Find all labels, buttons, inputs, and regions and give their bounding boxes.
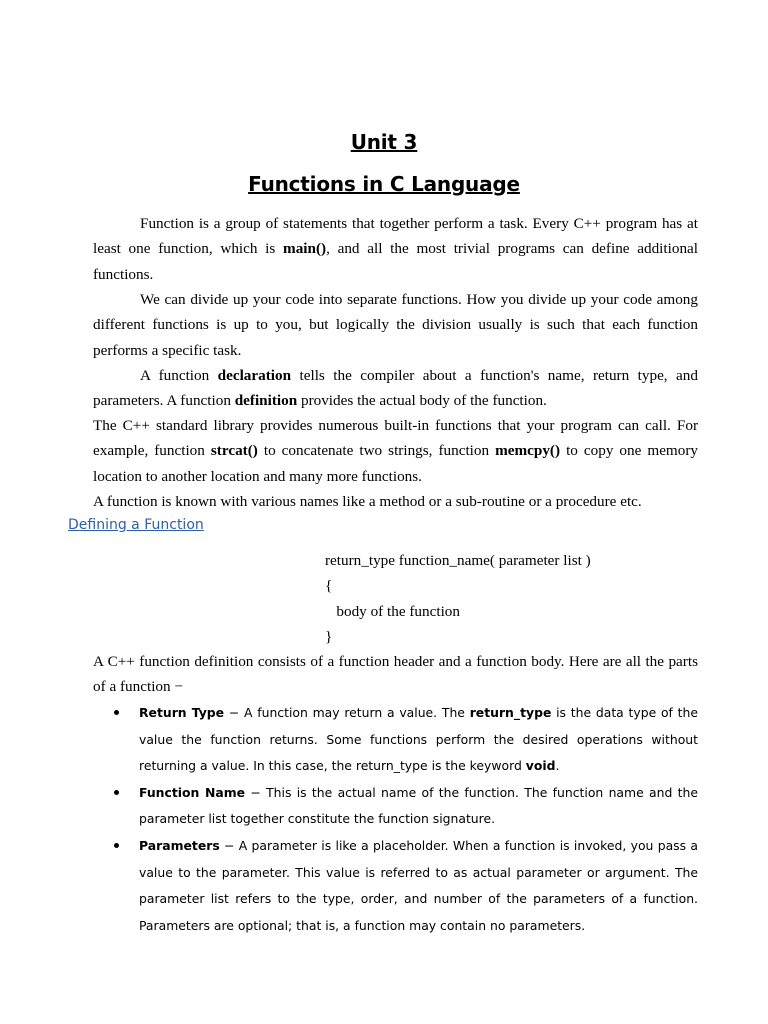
p4-text-a: The C++ standard library provides numerous built-in functions that your program can call. For example, function: [93, 417, 698, 460]
p3-text-e: provides the actual body of the function.: [297, 392, 547, 410]
syntax-line: {: [325, 577, 333, 595]
p1-text-a: Function is a group of statements that together perform a task. Every C++ program has at least one function, which is: [93, 215, 698, 258]
item-text: is the data type of the value the function returns. Some functions perform the desired operations without returning a value. In this case, the return_type is the keyword: [139, 705, 698, 774]
p1-term-main: main(): [283, 240, 327, 258]
p4-term-strcat: strcat(): [210, 442, 258, 460]
list-item-function-name: [112, 780, 698, 833]
intro-paragraph-2: We can divide up your code into separate functions. How you divide up your code among different functions is up to you, but logically the division usually is such that each function performs a specific task.: [93, 291, 698, 359]
intro-paragraph-4: [93, 413, 698, 489]
item-text: − A parameter is like a placeholder. When a function is invoked, you pass a value to the parameter. This value is referred to as actual parameter or argument. The parameter list refers to the type, order, and number of the parameters of a function. Parameters are optional; that is, a function may contain no parameters.: [139, 837, 698, 933]
item-text: .: [555, 758, 560, 774]
bullet-icon: [114, 790, 119, 795]
intro-paragraph-1: [93, 211, 698, 287]
p3-text-a: A function: [140, 367, 218, 384]
list-item-parameters: [112, 833, 698, 939]
syntax-line: body of the function: [325, 602, 460, 620]
p4-text-e: to copy one memory location to another location and many more functions.: [93, 442, 698, 485]
p4-text-c: to concatenate two strings, function: [257, 442, 496, 460]
term-return-type: Return Type: [139, 705, 225, 720]
p3-term-declaration: declaration: [217, 367, 292, 384]
list-item-return-type: [112, 700, 698, 780]
term-function-name: Function Name: [139, 784, 246, 800]
term-void: void: [525, 758, 556, 774]
p4-term-memcpy: memcpy(): [495, 442, 561, 460]
page-title: Functions in C Language: [248, 172, 520, 196]
intro-paragraph-3: [93, 363, 698, 414]
section-heading-defining-function[interactable]: Defining a Function: [68, 517, 204, 533]
p1-text-c: , and all the most trivial programs can define additional functions.: [93, 240, 698, 283]
term-parameters: Parameters: [139, 837, 220, 853]
function-parts-list: [112, 700, 698, 939]
unit-title: Unit 3: [350, 130, 418, 154]
item-text: − This is the actual name of the function. The function name and the parameter list together constitute the function signature.: [139, 784, 698, 827]
p3-text-c: tells the compiler about a function's name, return type, and parameters. A function: [93, 367, 698, 410]
bullet-icon: [114, 710, 119, 715]
item-text: − A function may return a value. The: [224, 705, 470, 720]
bullet-icon: [114, 843, 119, 848]
syntax-line: }: [325, 627, 333, 645]
syntax-line: return_type function_name( parameter list ): [325, 552, 591, 569]
definition-summary: A C++ function definition consists of a function header and a function body. Here are all the parts of a function −: [93, 653, 698, 696]
term-return-type-keyword: return_type: [469, 705, 552, 720]
p3-term-definition: definition: [234, 392, 298, 410]
intro-paragraph-5: A function is known with various names like a method or a sub-routine or a procedure etc.: [93, 493, 642, 510]
function-syntax-block: [325, 548, 685, 649]
